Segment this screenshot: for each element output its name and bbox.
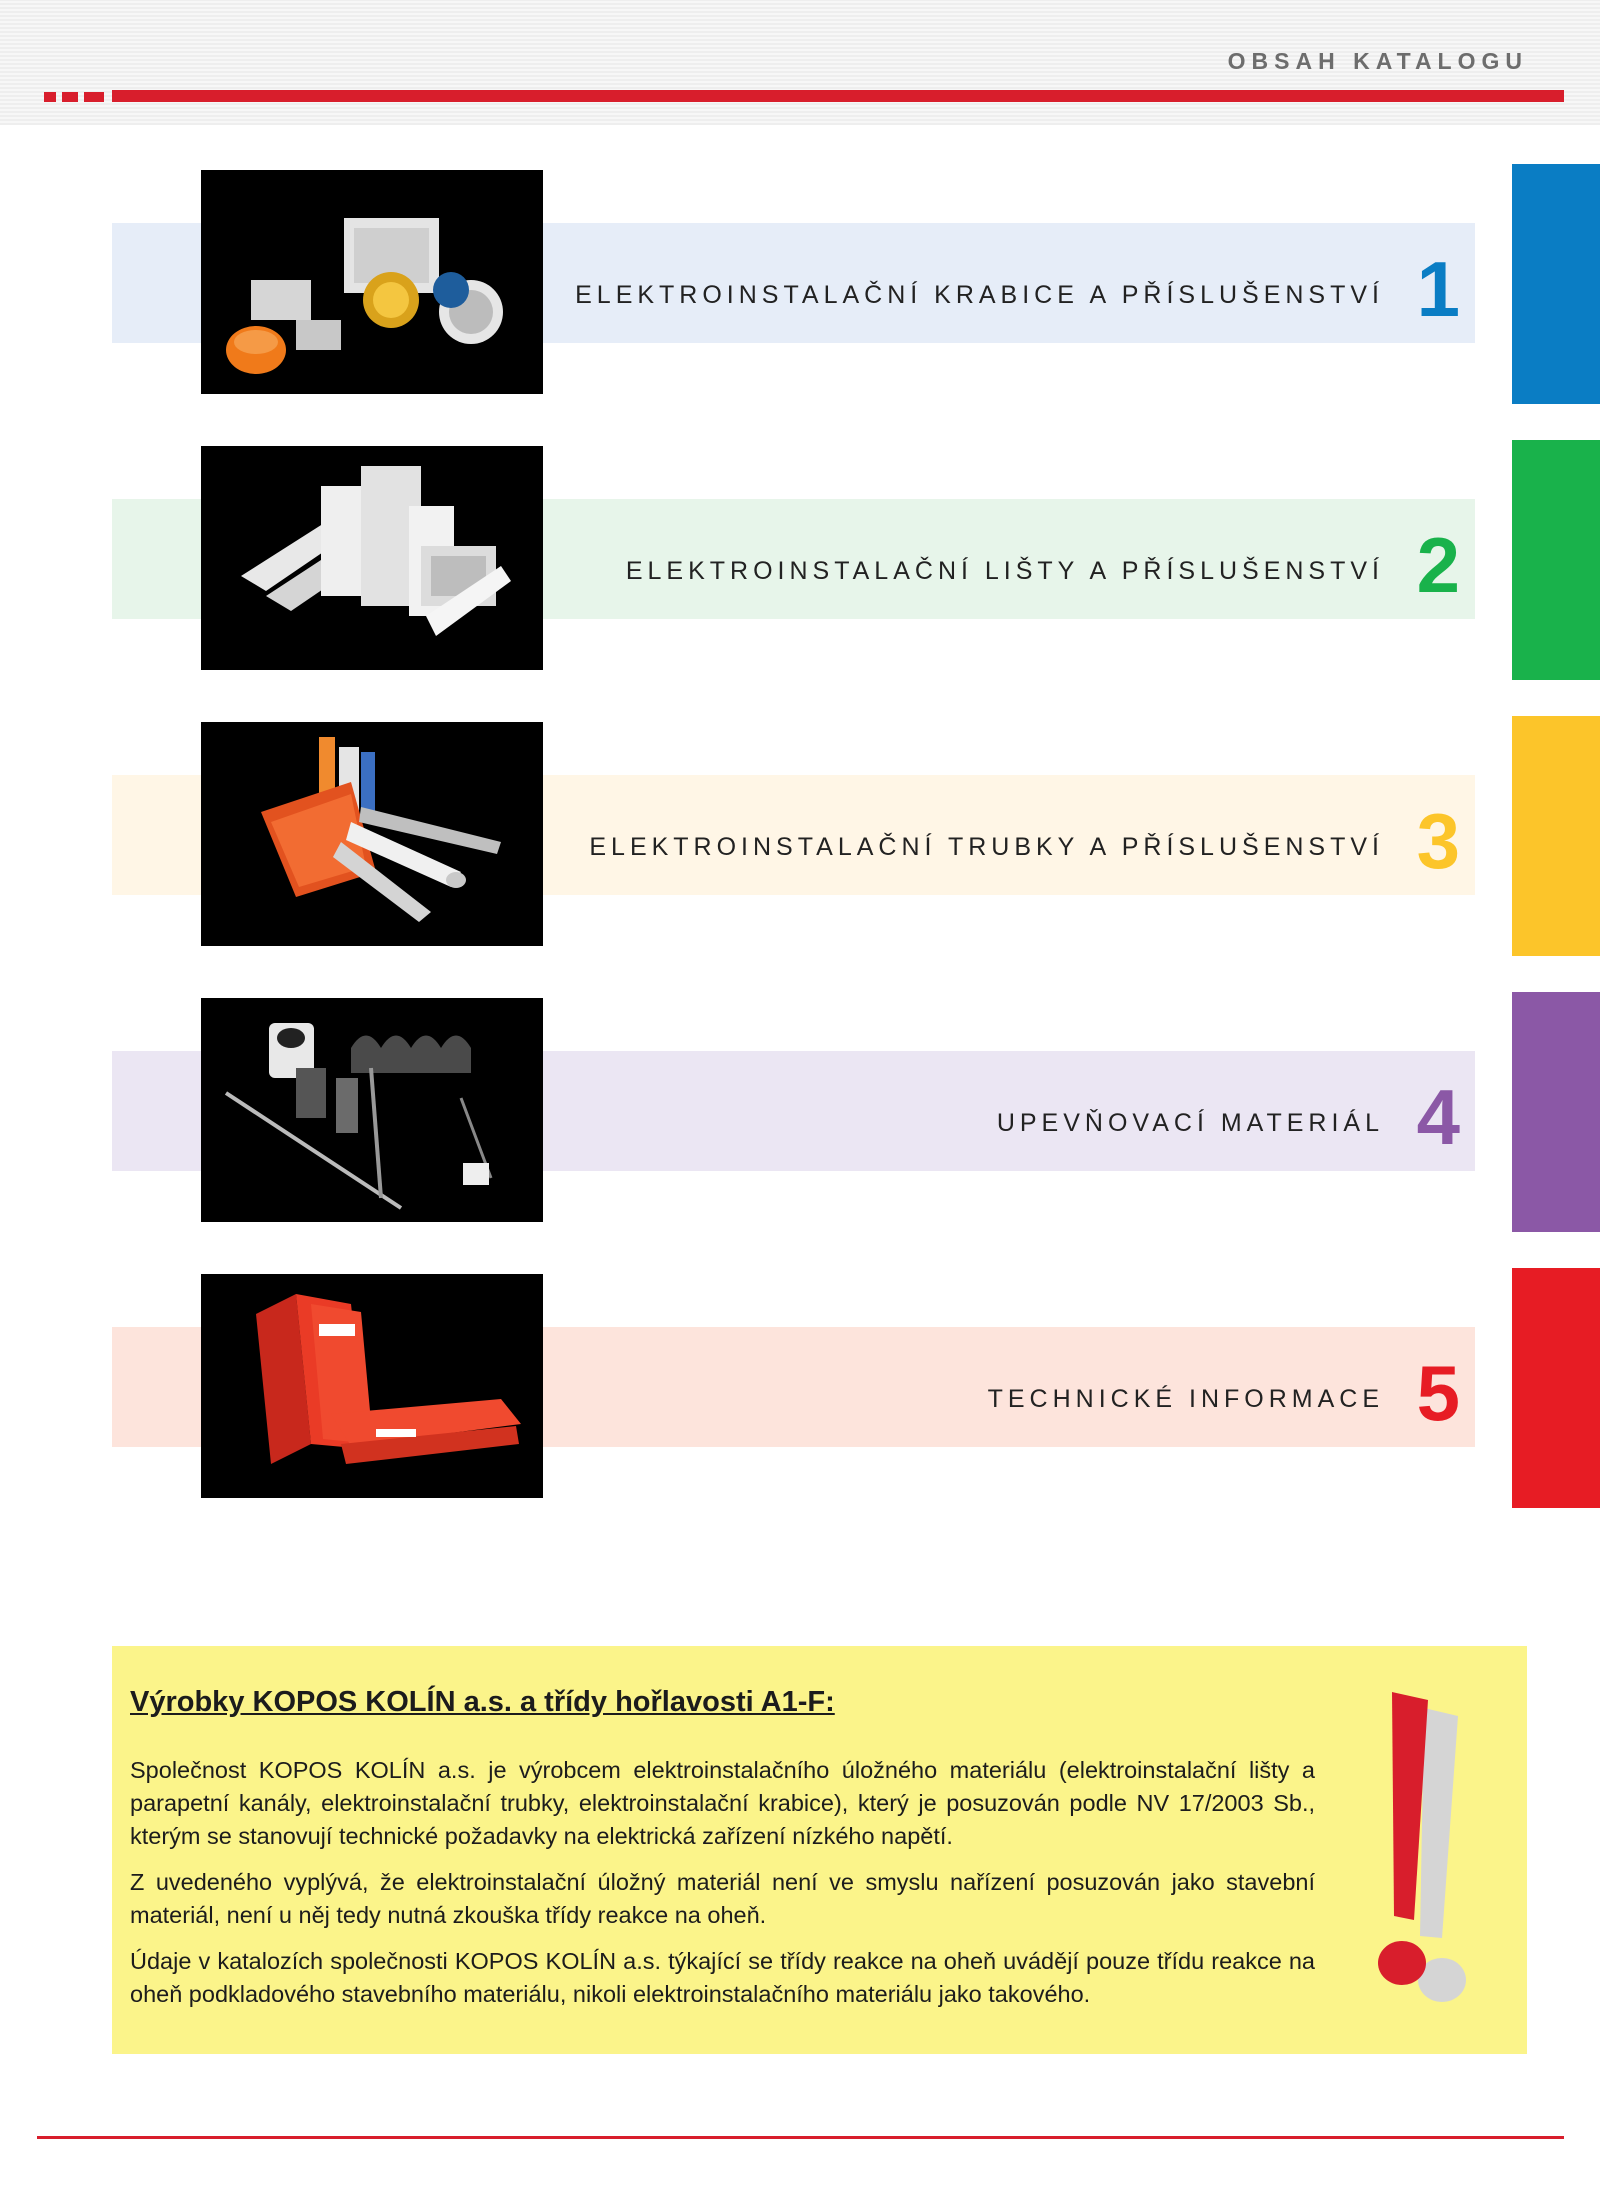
toc-section-4[interactable] xyxy=(0,998,1600,1238)
section-title: UPEVŇOVACÍ MATERIÁL xyxy=(996,1109,1384,1137)
section-title: TECHNICKÉ INFORMACE xyxy=(987,1385,1384,1413)
chapter-tab[interactable] xyxy=(1512,992,1600,1232)
fire-class-notice xyxy=(112,1646,1527,2054)
section-title: ELEKTROINSTALAČNÍ KRABICE A PŘÍSLUŠENSTVÍ xyxy=(575,281,1384,309)
chapter-tab[interactable] xyxy=(1512,716,1600,956)
section-number: 3 xyxy=(1416,797,1460,885)
notice-paragraph: Společnost KOPOS KOLÍN a.s. je výrobcem elektroinstalačního úložného materiálu (elektroinstalační lišty a parapetní kanály, elektroinstalační trubky, elektroinstalační krabice), který je posuzován podle NV 17/2003 Sb., kterým se stanovují technické požadavky na elektrická zařízení nízkého napětí. xyxy=(130,1757,1315,1849)
notice-title: Výrobky KOPOS KOLÍN a.s. a třídy hořlavosti A1-F: xyxy=(130,1686,835,1718)
section-number: 2 xyxy=(1416,521,1460,609)
chapter-tab[interactable] xyxy=(1512,1268,1600,1508)
toc-section-5[interactable] xyxy=(0,1274,1600,1514)
header-accent-square xyxy=(84,92,104,102)
toc-section-3[interactable] xyxy=(0,722,1600,962)
page-header xyxy=(0,0,1600,125)
notice-paragraph: Údaje v katalozích společnosti KOPOS KOLÍN a.s. týkající se třídy reakce na oheň uvádějí pouze třídu reakce na oheň podkladového stavebního materiálu, nikoli elektroinstalačního materiálu jako takového. xyxy=(130,1948,1315,2007)
notice-paragraph: Z uvedeného vyplývá, že elektroinstalační úložný materiál není ve smyslu nařízení posuzován jako stavební materiál, není u něj tedy nutná zkouška třídy reakce na oheň. xyxy=(130,1869,1315,1928)
conduit-tubes-photo xyxy=(201,722,543,946)
section-number: 1 xyxy=(1416,245,1460,333)
header-accent-square xyxy=(62,92,78,102)
header-title: OBSAH KATALOGU xyxy=(1227,48,1528,74)
toc-section-1[interactable] xyxy=(0,170,1600,410)
section-number: 4 xyxy=(1416,1073,1460,1161)
chapter-tab[interactable] xyxy=(1512,164,1600,404)
section-number: 5 xyxy=(1416,1349,1460,1437)
header-accent-square xyxy=(44,92,56,102)
section-title: ELEKTROINSTALAČNÍ TRUBKY A PŘÍSLUŠENSTVÍ xyxy=(589,833,1384,861)
electrical-boxes-photo xyxy=(201,170,543,394)
section-title: ELEKTROINSTALAČNÍ LIŠTY A PŘÍSLUŠENSTVÍ xyxy=(625,557,1384,585)
header-red-bar xyxy=(112,90,1564,102)
catalog-binders-photo xyxy=(201,1274,543,1498)
toc-section-2[interactable] xyxy=(0,446,1600,686)
exclamation-icon xyxy=(1362,1688,1472,2008)
chapter-tab[interactable] xyxy=(1512,440,1600,680)
cable-trunking-photo xyxy=(201,446,543,670)
fastening-clips-photo xyxy=(201,998,543,1222)
footer-divider xyxy=(37,2136,1564,2139)
notice-body xyxy=(130,1754,1315,2024)
